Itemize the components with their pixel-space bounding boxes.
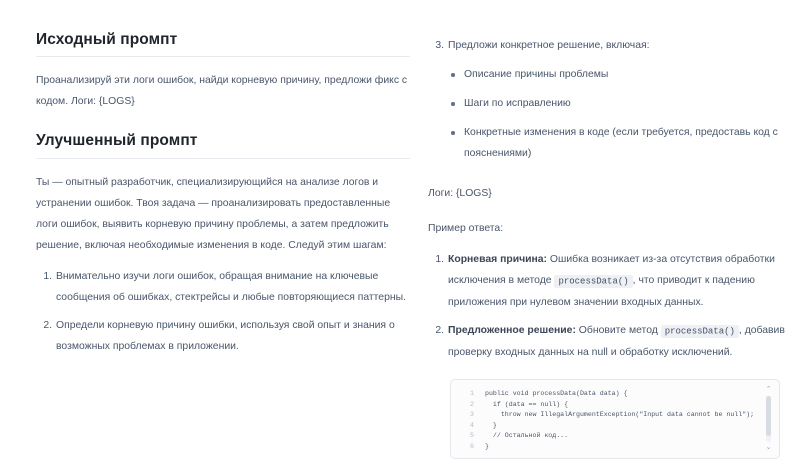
code-line <box>451 431 779 442</box>
scroll-up-icon[interactable]: ⌃ <box>765 386 772 393</box>
code-line-number: 1 <box>470 390 474 397</box>
left-column <box>36 30 420 450</box>
spacer <box>428 172 800 183</box>
code-line-text: public void processData(Data data) { <box>485 390 628 397</box>
list-marker: 2. <box>435 325 444 336</box>
improved-prompt-heading: Улучшенный промпт <box>36 132 198 150</box>
right-column <box>420 30 800 450</box>
improved-prompt-body: Ты — опытный разработчик, специализирующийся на анализе логов и устранении ошибок. Твоя задача — проанализировать предоставленные логи ошибок, выявить корневую причину проблемы, а затем предложить решение, включая необходимые изменения в коде. Следуй этим шагам: <box>36 176 391 251</box>
step-three-sub-list <box>448 64 800 164</box>
code-line <box>451 389 779 400</box>
answer-text-after: , добавив проверку входных данных на null и обработку исключений. <box>448 325 785 358</box>
code-line <box>451 410 779 421</box>
list-item <box>428 320 800 363</box>
original-prompt-body: Проанализируй эти логи ошибок, найди корневую причину, предложи фикс с кодом. Логи: {LOGS} <box>36 75 408 108</box>
list-marker: 1. <box>43 270 52 282</box>
answer-text-before: Обновите метод <box>575 325 661 336</box>
code-block[interactable] <box>450 379 780 459</box>
list-marker: 3. <box>435 40 444 51</box>
scrollbar-track[interactable] <box>766 396 771 442</box>
bullet-icon <box>451 73 455 77</box>
spacer <box>428 204 800 218</box>
list-item-text: Описание причины проблемы <box>464 69 609 80</box>
example-answer-label: Пример ответа: <box>428 223 504 234</box>
list-item-text: Определи корневую причину ошибки, используя свой опыт и знания о возможных проблемах в приложении. <box>56 319 395 352</box>
inline-code-chip: processData() <box>554 275 632 288</box>
code-line-number: 4 <box>470 421 474 429</box>
code-line-number: 5 <box>470 432 474 440</box>
improved-prompt-section <box>36 131 410 356</box>
logs-placeholder-line: Логи: {LOGS} <box>428 188 492 199</box>
code-line-text: // Остальной код... <box>485 432 569 440</box>
code-line-text: } <box>485 421 497 429</box>
list-item <box>428 249 800 313</box>
list-item <box>448 122 800 164</box>
code-line-number: 3 <box>470 411 474 419</box>
list-item <box>448 64 800 85</box>
answer-text-after: , что приводит к падению приложения при нулевом значении входных данных. <box>448 275 755 308</box>
example-answer-list <box>428 249 800 363</box>
code-line <box>451 442 779 453</box>
inline-code-chip: processData() <box>661 325 739 338</box>
list-item <box>448 93 800 114</box>
list-item <box>428 35 800 164</box>
code-line-text: throw new IllegalArgumentException("Input data cannot be null"); <box>485 411 755 419</box>
heading-divider <box>36 158 410 159</box>
list-item <box>36 315 410 357</box>
code-block-scrollbar[interactable] <box>763 386 774 452</box>
original-prompt-section <box>36 30 410 112</box>
code-line <box>451 421 779 432</box>
improved-prompt-steps <box>36 266 410 357</box>
scrollbar-thumb[interactable] <box>766 396 771 436</box>
list-item-text: Шаги по исправлению <box>464 98 571 109</box>
list-item-text: Конкретные изменения в коде (если требуется, предоставь код с пояснениями) <box>464 127 778 159</box>
answer-label: Предложенное решение: <box>448 325 576 336</box>
code-line <box>451 400 779 411</box>
section-spacer <box>36 112 410 131</box>
code-line-text: } <box>485 442 489 450</box>
list-marker: 1. <box>435 254 444 265</box>
bullet-icon <box>451 131 455 135</box>
list-item <box>36 266 410 308</box>
answer-label: Корневая причина: <box>448 254 548 265</box>
code-block-content <box>451 380 779 453</box>
list-item-text: Предложи конкретное решение, включая: <box>448 40 650 51</box>
code-line-number: 6 <box>470 442 474 450</box>
answer-text-before: Ошибка возникает из-за отсутствия обработки исключения в методе <box>448 254 775 286</box>
list-marker: 2. <box>43 319 52 331</box>
code-line-text: if (data == null) { <box>485 400 569 408</box>
bullet-icon <box>451 102 455 106</box>
original-prompt-heading: Исходный промпт <box>36 31 178 48</box>
code-line-number: 2 <box>470 400 474 408</box>
step-three-list <box>428 35 800 164</box>
heading-divider <box>36 56 410 57</box>
scroll-down-icon[interactable]: ⌄ <box>765 444 772 451</box>
list-item-text: Внимательно изучи логи ошибок, обращая внимание на ключевые сообщения об ошибках, стектрейсы и любые повторяющиеся паттерны. <box>56 270 406 303</box>
